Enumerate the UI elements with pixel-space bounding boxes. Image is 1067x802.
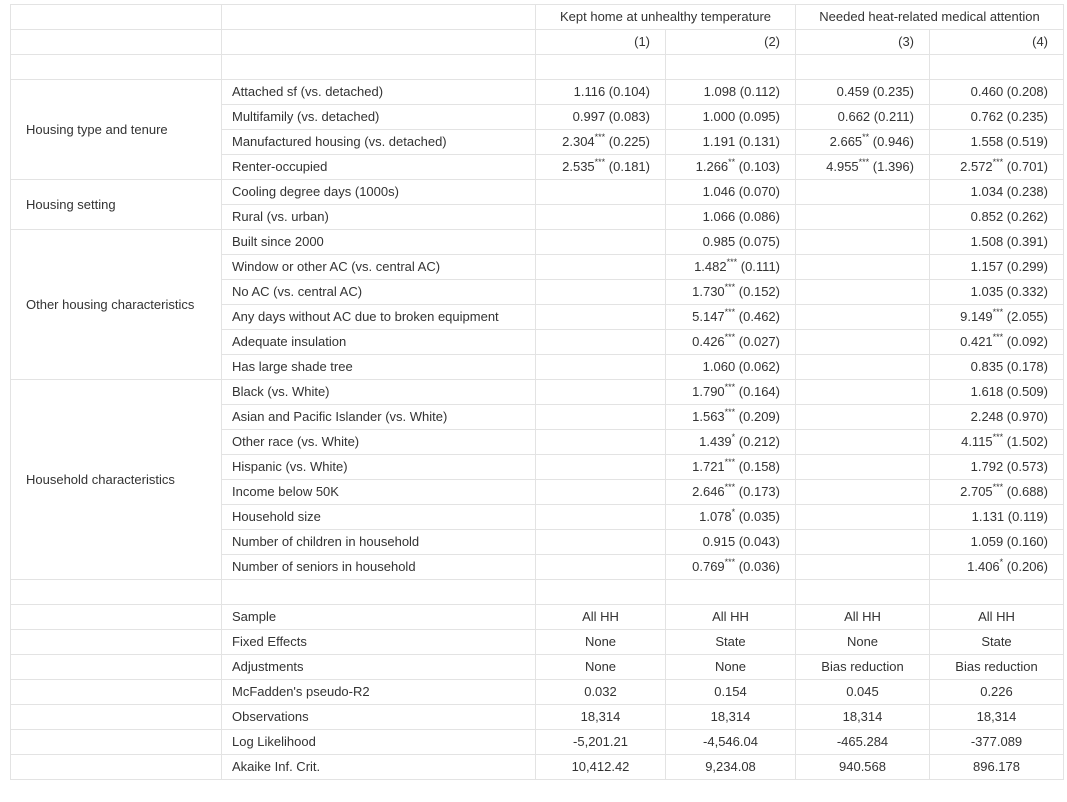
coef-cell-col3 [796, 255, 930, 280]
coef-cell-col1: 2.535*** (0.181) [536, 155, 666, 180]
coef-cell-col3 [796, 180, 930, 205]
row-label: Number of seniors in household [222, 555, 536, 580]
stats-cell-col1: None [536, 630, 666, 655]
spacer-cell [930, 55, 1064, 80]
significance-stars: *** [992, 157, 1004, 167]
coef-cell-col3 [796, 380, 930, 405]
coef-cell-col2: 1.098 (0.112) [666, 80, 796, 105]
coef-cell-col4: 1.059 (0.160) [930, 530, 1064, 555]
regression-table [10, 4, 1064, 780]
row-label: Income below 50K [222, 480, 536, 505]
row-label: Cooling degree days (1000s) [222, 180, 536, 205]
significance-stars: ** [728, 157, 736, 167]
coef-cell-col2: 0.769*** (0.036) [666, 555, 796, 580]
coef-cell-col1 [536, 180, 666, 205]
coef-cell-col1 [536, 555, 666, 580]
stats-blank [11, 755, 222, 780]
group-label: Household characteristics [11, 380, 222, 580]
stats-cell-col1: All HH [536, 605, 666, 630]
row-label: Multifamily (vs. detached) [222, 105, 536, 130]
coef-cell-col4: 1.157 (0.299) [930, 255, 1064, 280]
stats-label: Log Likelihood [222, 730, 536, 755]
coef-cell-col1: 1.116 (0.104) [536, 80, 666, 105]
stats-label: Akaike Inf. Crit. [222, 755, 536, 780]
stats-cell-col4: 896.178 [930, 755, 1064, 780]
header-blank [222, 30, 536, 55]
spacer-cell [11, 580, 222, 605]
stats-cell-col3: All HH [796, 605, 930, 630]
stats-label: Sample [222, 605, 536, 630]
coef-cell-col2: 5.147*** (0.462) [666, 305, 796, 330]
significance-stars: *** [594, 157, 606, 167]
coef-cell-col4: 1.792 (0.573) [930, 455, 1064, 480]
row-label: Hispanic (vs. White) [222, 455, 536, 480]
significance-stars: * [731, 432, 736, 442]
coef-cell-col1 [536, 305, 666, 330]
row-label: Any days without AC due to broken equipment [222, 305, 536, 330]
coef-cell-col1 [536, 430, 666, 455]
significance-stars: *** [724, 382, 736, 392]
coef-cell-col3 [796, 555, 930, 580]
significance-stars: *** [724, 282, 736, 292]
stats-blank [11, 655, 222, 680]
stats-cell-col3: None [796, 630, 930, 655]
coef-cell-col2: 1.721*** (0.158) [666, 455, 796, 480]
coef-cell-col2: 0.426*** (0.027) [666, 330, 796, 355]
stats-label: Adjustments [222, 655, 536, 680]
stats-row [11, 680, 1064, 705]
coef-cell-col2: 1.790*** (0.164) [666, 380, 796, 405]
significance-stars: *** [724, 457, 736, 467]
coef-cell-col1 [536, 280, 666, 305]
coef-cell-col4: 1.618 (0.509) [930, 380, 1064, 405]
row-label: Asian and Pacific Islander (vs. White) [222, 405, 536, 430]
significance-stars: *** [724, 407, 736, 417]
table-row [11, 180, 1064, 205]
table-body [11, 5, 1064, 780]
col-number-2: (2) [666, 30, 796, 55]
coef-cell-col1 [536, 530, 666, 555]
significance-stars: *** [726, 257, 738, 267]
group-label: Other housing characteristics [11, 230, 222, 380]
coef-cell-col1: 2.304*** (0.225) [536, 130, 666, 155]
row-label: Number of children in household [222, 530, 536, 555]
coef-cell-col3 [796, 430, 930, 455]
row-label: Attached sf (vs. detached) [222, 80, 536, 105]
row-label: Built since 2000 [222, 230, 536, 255]
row-label: Household size [222, 505, 536, 530]
coef-cell-col3 [796, 530, 930, 555]
row-label: Renter-occupied [222, 155, 536, 180]
coef-cell-col4: 4.115*** (1.502) [930, 430, 1064, 455]
coef-cell-col3 [796, 330, 930, 355]
coef-cell-col1 [536, 380, 666, 405]
coef-cell-col4: 0.762 (0.235) [930, 105, 1064, 130]
coef-cell-col3 [796, 205, 930, 230]
significance-stars: *** [992, 432, 1004, 442]
stats-cell-col2: 0.154 [666, 680, 796, 705]
coef-cell-col3 [796, 230, 930, 255]
coef-cell-col4: 0.421*** (0.092) [930, 330, 1064, 355]
coef-cell-col2: 1.266** (0.103) [666, 155, 796, 180]
row-label: Adequate insulation [222, 330, 536, 355]
stats-cell-col2: All HH [666, 605, 796, 630]
stats-cell-col2: 18,314 [666, 705, 796, 730]
coef-cell-col1 [536, 230, 666, 255]
stats-row [11, 655, 1064, 680]
stats-cell-col1: 0.032 [536, 680, 666, 705]
significance-stars: *** [724, 482, 736, 492]
header-row-col-numbers [11, 30, 1064, 55]
stats-cell-col1: 18,314 [536, 705, 666, 730]
stats-cell-col2: -4,546.04 [666, 730, 796, 755]
col-number-4: (4) [930, 30, 1064, 55]
significance-stars: *** [724, 557, 736, 567]
stats-cell-col3: Bias reduction [796, 655, 930, 680]
coef-cell-col3 [796, 480, 930, 505]
coef-cell-col2: 1.078* (0.035) [666, 505, 796, 530]
stats-cell-col1: 10,412.42 [536, 755, 666, 780]
coef-cell-col2: 1.060 (0.062) [666, 355, 796, 380]
stats-cell-col1: None [536, 655, 666, 680]
stats-cell-col3: 0.045 [796, 680, 930, 705]
group-label: Housing type and tenure [11, 80, 222, 180]
coef-cell-col4: 0.852 (0.262) [930, 205, 1064, 230]
stats-blank [11, 605, 222, 630]
coef-cell-col4: 2.705*** (0.688) [930, 480, 1064, 505]
spacer-cell [222, 580, 536, 605]
coef-cell-col3 [796, 355, 930, 380]
header-blank [11, 30, 222, 55]
header-blank [11, 5, 222, 30]
coef-cell-col2: 1.000 (0.095) [666, 105, 796, 130]
col-number-3: (3) [796, 30, 930, 55]
coef-cell-col1 [536, 205, 666, 230]
stats-cell-col4: 0.226 [930, 680, 1064, 705]
coef-cell-col2: 0.985 (0.075) [666, 230, 796, 255]
stats-blank [11, 680, 222, 705]
spacer-cell [11, 55, 222, 80]
coef-cell-col4: 2.572*** (0.701) [930, 155, 1064, 180]
coef-cell-col3: 0.459 (0.235) [796, 80, 930, 105]
coef-cell-col1 [536, 330, 666, 355]
row-label: Other race (vs. White) [222, 430, 536, 455]
header-group-medical-attention: Needed heat-related medical attention [796, 5, 1064, 30]
significance-stars: * [731, 507, 736, 517]
group-label: Housing setting [11, 180, 222, 230]
spacer-cell [796, 580, 930, 605]
row-label: Black (vs. White) [222, 380, 536, 405]
stats-blank [11, 730, 222, 755]
stats-row [11, 630, 1064, 655]
coef-cell-col2: 2.646*** (0.173) [666, 480, 796, 505]
stats-cell-col4: 18,314 [930, 705, 1064, 730]
stats-label: Fixed Effects [222, 630, 536, 655]
coef-cell-col2: 1.066 (0.086) [666, 205, 796, 230]
spacer-cell [536, 55, 666, 80]
spacer-row [11, 55, 1064, 80]
coef-cell-col1 [536, 255, 666, 280]
coef-cell-col1 [536, 505, 666, 530]
row-label: Rural (vs. urban) [222, 205, 536, 230]
stats-label: Observations [222, 705, 536, 730]
header-blank [222, 5, 536, 30]
coef-cell-col4: 1.406* (0.206) [930, 555, 1064, 580]
spacer-cell [930, 580, 1064, 605]
coef-cell-col4: 0.835 (0.178) [930, 355, 1064, 380]
stats-row [11, 730, 1064, 755]
row-label: No AC (vs. central AC) [222, 280, 536, 305]
significance-stars: *** [992, 482, 1004, 492]
coef-cell-col4: 1.035 (0.332) [930, 280, 1064, 305]
coef-cell-col4: 9.149*** (2.055) [930, 305, 1064, 330]
stats-cell-col4: -377.089 [930, 730, 1064, 755]
spacer-cell [536, 580, 666, 605]
coef-cell-col1 [536, 480, 666, 505]
spacer-row [11, 580, 1064, 605]
spacer-cell [666, 55, 796, 80]
stats-cell-col3: 18,314 [796, 705, 930, 730]
stats-cell-col3: 940.568 [796, 755, 930, 780]
coef-cell-col3 [796, 455, 930, 480]
coef-cell-col3: 4.955*** (1.396) [796, 155, 930, 180]
row-label: Has large shade tree [222, 355, 536, 380]
significance-stars: *** [724, 307, 736, 317]
coef-cell-col2: 1.563*** (0.209) [666, 405, 796, 430]
spacer-cell [222, 55, 536, 80]
stats-label: McFadden's pseudo-R2 [222, 680, 536, 705]
coef-cell-col4: 1.508 (0.391) [930, 230, 1064, 255]
spacer-cell [666, 580, 796, 605]
significance-stars: *** [992, 332, 1004, 342]
coef-cell-col3 [796, 405, 930, 430]
coef-cell-col1 [536, 405, 666, 430]
header-group-kept-home: Kept home at unhealthy temperature [536, 5, 796, 30]
row-label: Manufactured housing (vs. detached) [222, 130, 536, 155]
header-row-groups [11, 5, 1064, 30]
coef-cell-col2: 0.915 (0.043) [666, 530, 796, 555]
col-number-1: (1) [536, 30, 666, 55]
stats-cell-col2: None [666, 655, 796, 680]
coef-cell-col4: 1.131 (0.119) [930, 505, 1064, 530]
stats-blank [11, 630, 222, 655]
spacer-cell [796, 55, 930, 80]
stats-cell-col2: 9,234.08 [666, 755, 796, 780]
table-row [11, 80, 1064, 105]
coef-cell-col2: 1.046 (0.070) [666, 180, 796, 205]
stats-cell-col3: -465.284 [796, 730, 930, 755]
significance-stars: *** [724, 332, 736, 342]
coef-cell-col1 [536, 455, 666, 480]
coef-cell-col3 [796, 305, 930, 330]
coef-cell-col4: 0.460 (0.208) [930, 80, 1064, 105]
coef-cell-col4: 2.248 (0.970) [930, 405, 1064, 430]
coef-cell-col2: 1.482*** (0.111) [666, 255, 796, 280]
coef-cell-col3: 0.662 (0.211) [796, 105, 930, 130]
stats-cell-col2: State [666, 630, 796, 655]
significance-stars: *** [858, 157, 870, 167]
coef-cell-col3 [796, 505, 930, 530]
coef-cell-col2: 1.439* (0.212) [666, 430, 796, 455]
stats-cell-col4: All HH [930, 605, 1064, 630]
stats-cell-col1: -5,201.21 [536, 730, 666, 755]
coef-cell-col3 [796, 280, 930, 305]
table-row [11, 380, 1064, 405]
stats-cell-col4: State [930, 630, 1064, 655]
coef-cell-col1 [536, 355, 666, 380]
significance-stars: ** [862, 132, 870, 142]
significance-stars: * [999, 557, 1004, 567]
significance-stars: *** [594, 132, 606, 142]
significance-stars: *** [992, 307, 1004, 317]
stats-row [11, 705, 1064, 730]
stats-cell-col4: Bias reduction [930, 655, 1064, 680]
coef-cell-col1: 0.997 (0.083) [536, 105, 666, 130]
stats-row [11, 755, 1064, 780]
table-row [11, 230, 1064, 255]
row-label: Window or other AC (vs. central AC) [222, 255, 536, 280]
coef-cell-col4: 1.034 (0.238) [930, 180, 1064, 205]
coef-cell-col4: 1.558 (0.519) [930, 130, 1064, 155]
coef-cell-col3: 2.665** (0.946) [796, 130, 930, 155]
coef-cell-col2: 1.730*** (0.152) [666, 280, 796, 305]
coef-cell-col2: 1.191 (0.131) [666, 130, 796, 155]
stats-row [11, 605, 1064, 630]
stats-blank [11, 705, 222, 730]
